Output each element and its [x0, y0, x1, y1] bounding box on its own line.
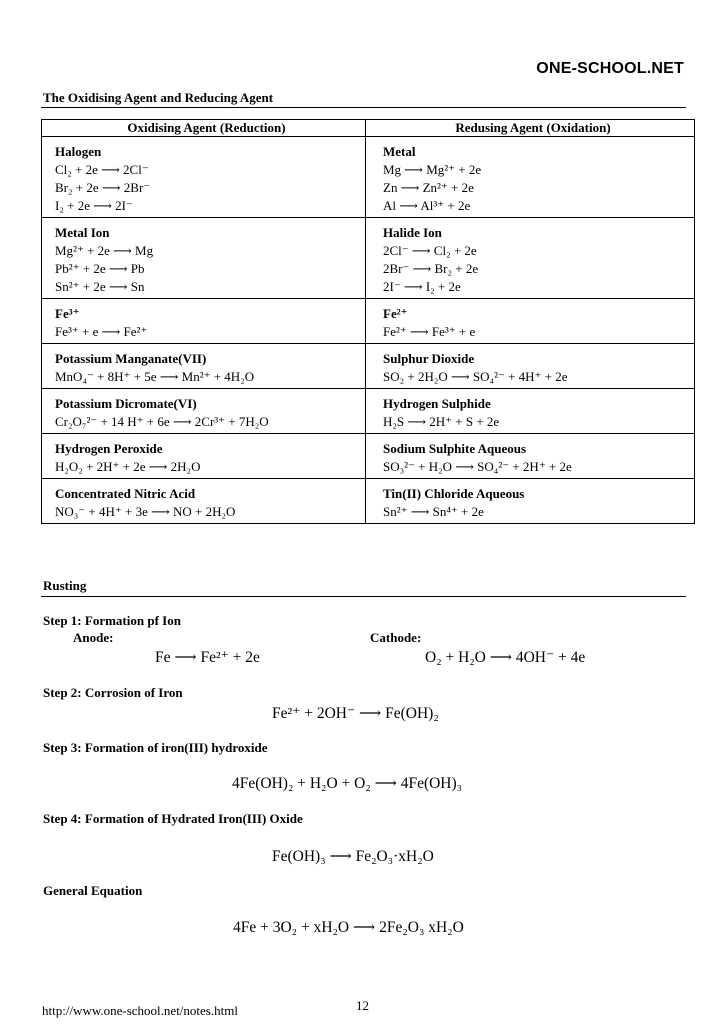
section-divider	[41, 107, 686, 108]
half-equation: SO₂ + 2H₂O ⟶ SO₄²⁻ + 4H⁺ + 2e	[383, 369, 568, 384]
oxidising-agent-cell	[42, 299, 366, 344]
half-equation: I₂ + 2e ⟶ 2I⁻	[55, 198, 133, 213]
step-3-equation: 4Fe(OH)₂ + H₂O + O₂ ⟶ 4Fe(OH)₃	[232, 775, 463, 792]
table-header-row	[42, 120, 695, 137]
oxidising-agent-cell	[42, 218, 366, 299]
table-row	[42, 479, 695, 524]
oxidising-agent-cell	[42, 137, 366, 218]
step-1-title: Step 1: Formation pf Ion	[43, 613, 181, 628]
table-row	[42, 137, 695, 218]
cathode-label: Cathode:	[370, 630, 422, 645]
agent-name: Tin(II) Chloride Aqueous	[383, 486, 525, 501]
half-equation: 2I⁻ ⟶ I₂ + 2e	[383, 279, 461, 294]
half-equation: Cr₂O₇²⁻ + 14 H⁺ + 6e ⟶ 2Cr³⁺ + 7H₂O	[55, 414, 269, 429]
agent-name: Concentrated Nitric Acid	[55, 486, 196, 501]
page-number: 12	[356, 998, 369, 1013]
agent-name: Sodium Sulphite Aqueous	[383, 441, 527, 456]
table-row	[42, 299, 695, 344]
site-brand: ONE-SCHOOL.NET	[536, 60, 684, 77]
step-3-title: Step 3: Formation of iron(III) hydroxide	[43, 740, 268, 755]
reducing-agent-cell	[366, 218, 695, 299]
step-2-equation: Fe²⁺ + 2OH⁻ ⟶ Fe(OH)₂	[272, 705, 439, 722]
agent-name: Halogen	[55, 144, 102, 159]
step-4-title: Step 4: Formation of Hydrated Iron(III) Oxide	[43, 811, 303, 826]
half-equation: MnO₄⁻ + 8H⁺ + 5e ⟶ Mn²⁺ + 4H₂O	[55, 369, 255, 384]
table-row	[42, 389, 695, 434]
half-equation: Fe²⁺ ⟶ Fe³⁺ + e	[383, 324, 476, 339]
table-row	[42, 434, 695, 479]
agents-table-body	[42, 137, 695, 524]
reducing-agent-cell	[366, 434, 695, 479]
half-equation: Sn²⁺ ⟶ Sn⁴⁺ + 2e	[383, 504, 484, 519]
section-title-rusting: Rusting	[43, 578, 87, 593]
half-equation: Fe³⁺ + e ⟶ Fe²⁺	[55, 324, 148, 339]
agent-name: Hydrogen Peroxide	[55, 441, 163, 456]
half-equation: Sn²⁺ + 2e ⟶ Sn	[55, 279, 145, 294]
agent-name: Hydrogen Sulphide	[383, 396, 491, 411]
half-equation: 2Br⁻ ⟶ Br₂ + 2e	[383, 261, 479, 276]
half-equation: Mg²⁺ + 2e ⟶ Mg	[55, 243, 154, 258]
half-equation: Pb²⁺ + 2e ⟶ Pb	[55, 261, 145, 276]
general-equation: 4Fe + 3O₂ + xH₂O ⟶ 2Fe₂O₃ xH₂O	[233, 919, 464, 936]
half-equation: Al ⟶ Al³⁺ + 2e	[383, 198, 471, 213]
reducing-agent-cell	[366, 479, 695, 524]
agent-name: Potassium Dicromate(VI)	[55, 396, 197, 411]
agent-name: Fe³⁺	[55, 306, 80, 321]
agent-name: Fe²⁺	[383, 306, 408, 321]
half-equation: Br₂ + 2e ⟶ 2Br⁻	[55, 180, 151, 195]
reducing-agent-cell	[366, 299, 695, 344]
oxidising-agent-cell	[42, 479, 366, 524]
half-equation: H₂O₂ + 2H⁺ + 2e ⟶ 2H₂O	[55, 459, 201, 474]
agent-name: Sulphur Dioxide	[383, 351, 475, 366]
table-row	[42, 344, 695, 389]
anode-equation: Fe ⟶ Fe²⁺ + 2e	[155, 649, 260, 666]
agent-name: Halide Ion	[383, 225, 442, 240]
table-row	[42, 218, 695, 299]
half-equation: Mg ⟶ Mg²⁺ + 2e	[383, 162, 482, 177]
general-equation-title: General Equation	[43, 883, 143, 898]
half-equation: Zn ⟶ Zn²⁺ + 2e	[383, 180, 474, 195]
agent-name: Potassium Manganate(VII)	[55, 351, 207, 366]
column-header-reducing: Redusing Agent (Oxidation)	[366, 120, 695, 137]
step-2-title: Step 2: Corrosion of Iron	[43, 685, 183, 700]
half-equation: H₂S ⟶ 2H⁺ + S + 2e	[383, 414, 500, 429]
oxidising-agent-cell	[42, 344, 366, 389]
reducing-agent-cell	[366, 389, 695, 434]
section-title-agents: The Oxidising Agent and Reducing Agent	[43, 90, 274, 105]
half-equation: SO₃²⁻ + H₂O ⟶ SO₄²⁻ + 2H⁺ + 2e	[383, 459, 572, 474]
oxidising-agent-cell	[42, 389, 366, 434]
half-equation: NO₃⁻ + 4H⁺ + 3e ⟶ NO + 2H₂O	[55, 504, 236, 519]
footer-url: http://www.one-school.net/notes.html	[42, 1003, 238, 1018]
agent-name: Metal	[383, 144, 416, 159]
agents-table	[41, 119, 695, 524]
anode-label: Anode:	[73, 630, 114, 645]
half-equation: 2Cl⁻ ⟶ Cl₂ + 2e	[383, 243, 477, 258]
column-header-oxidising: Oxidising Agent (Reduction)	[42, 120, 366, 137]
step-4-equation: Fe(OH)₃ ⟶ Fe₂O₃·xH₂O	[272, 848, 434, 865]
reducing-agent-cell	[366, 137, 695, 218]
cathode-equation: O₂ + H₂O ⟶ 4OH⁻ + 4e	[425, 649, 586, 666]
half-equation: Cl₂ + 2e ⟶ 2Cl⁻	[55, 162, 149, 177]
oxidising-agent-cell	[42, 434, 366, 479]
reducing-agent-cell	[366, 344, 695, 389]
agent-name: Metal Ion	[55, 225, 110, 240]
section-divider	[41, 596, 686, 597]
